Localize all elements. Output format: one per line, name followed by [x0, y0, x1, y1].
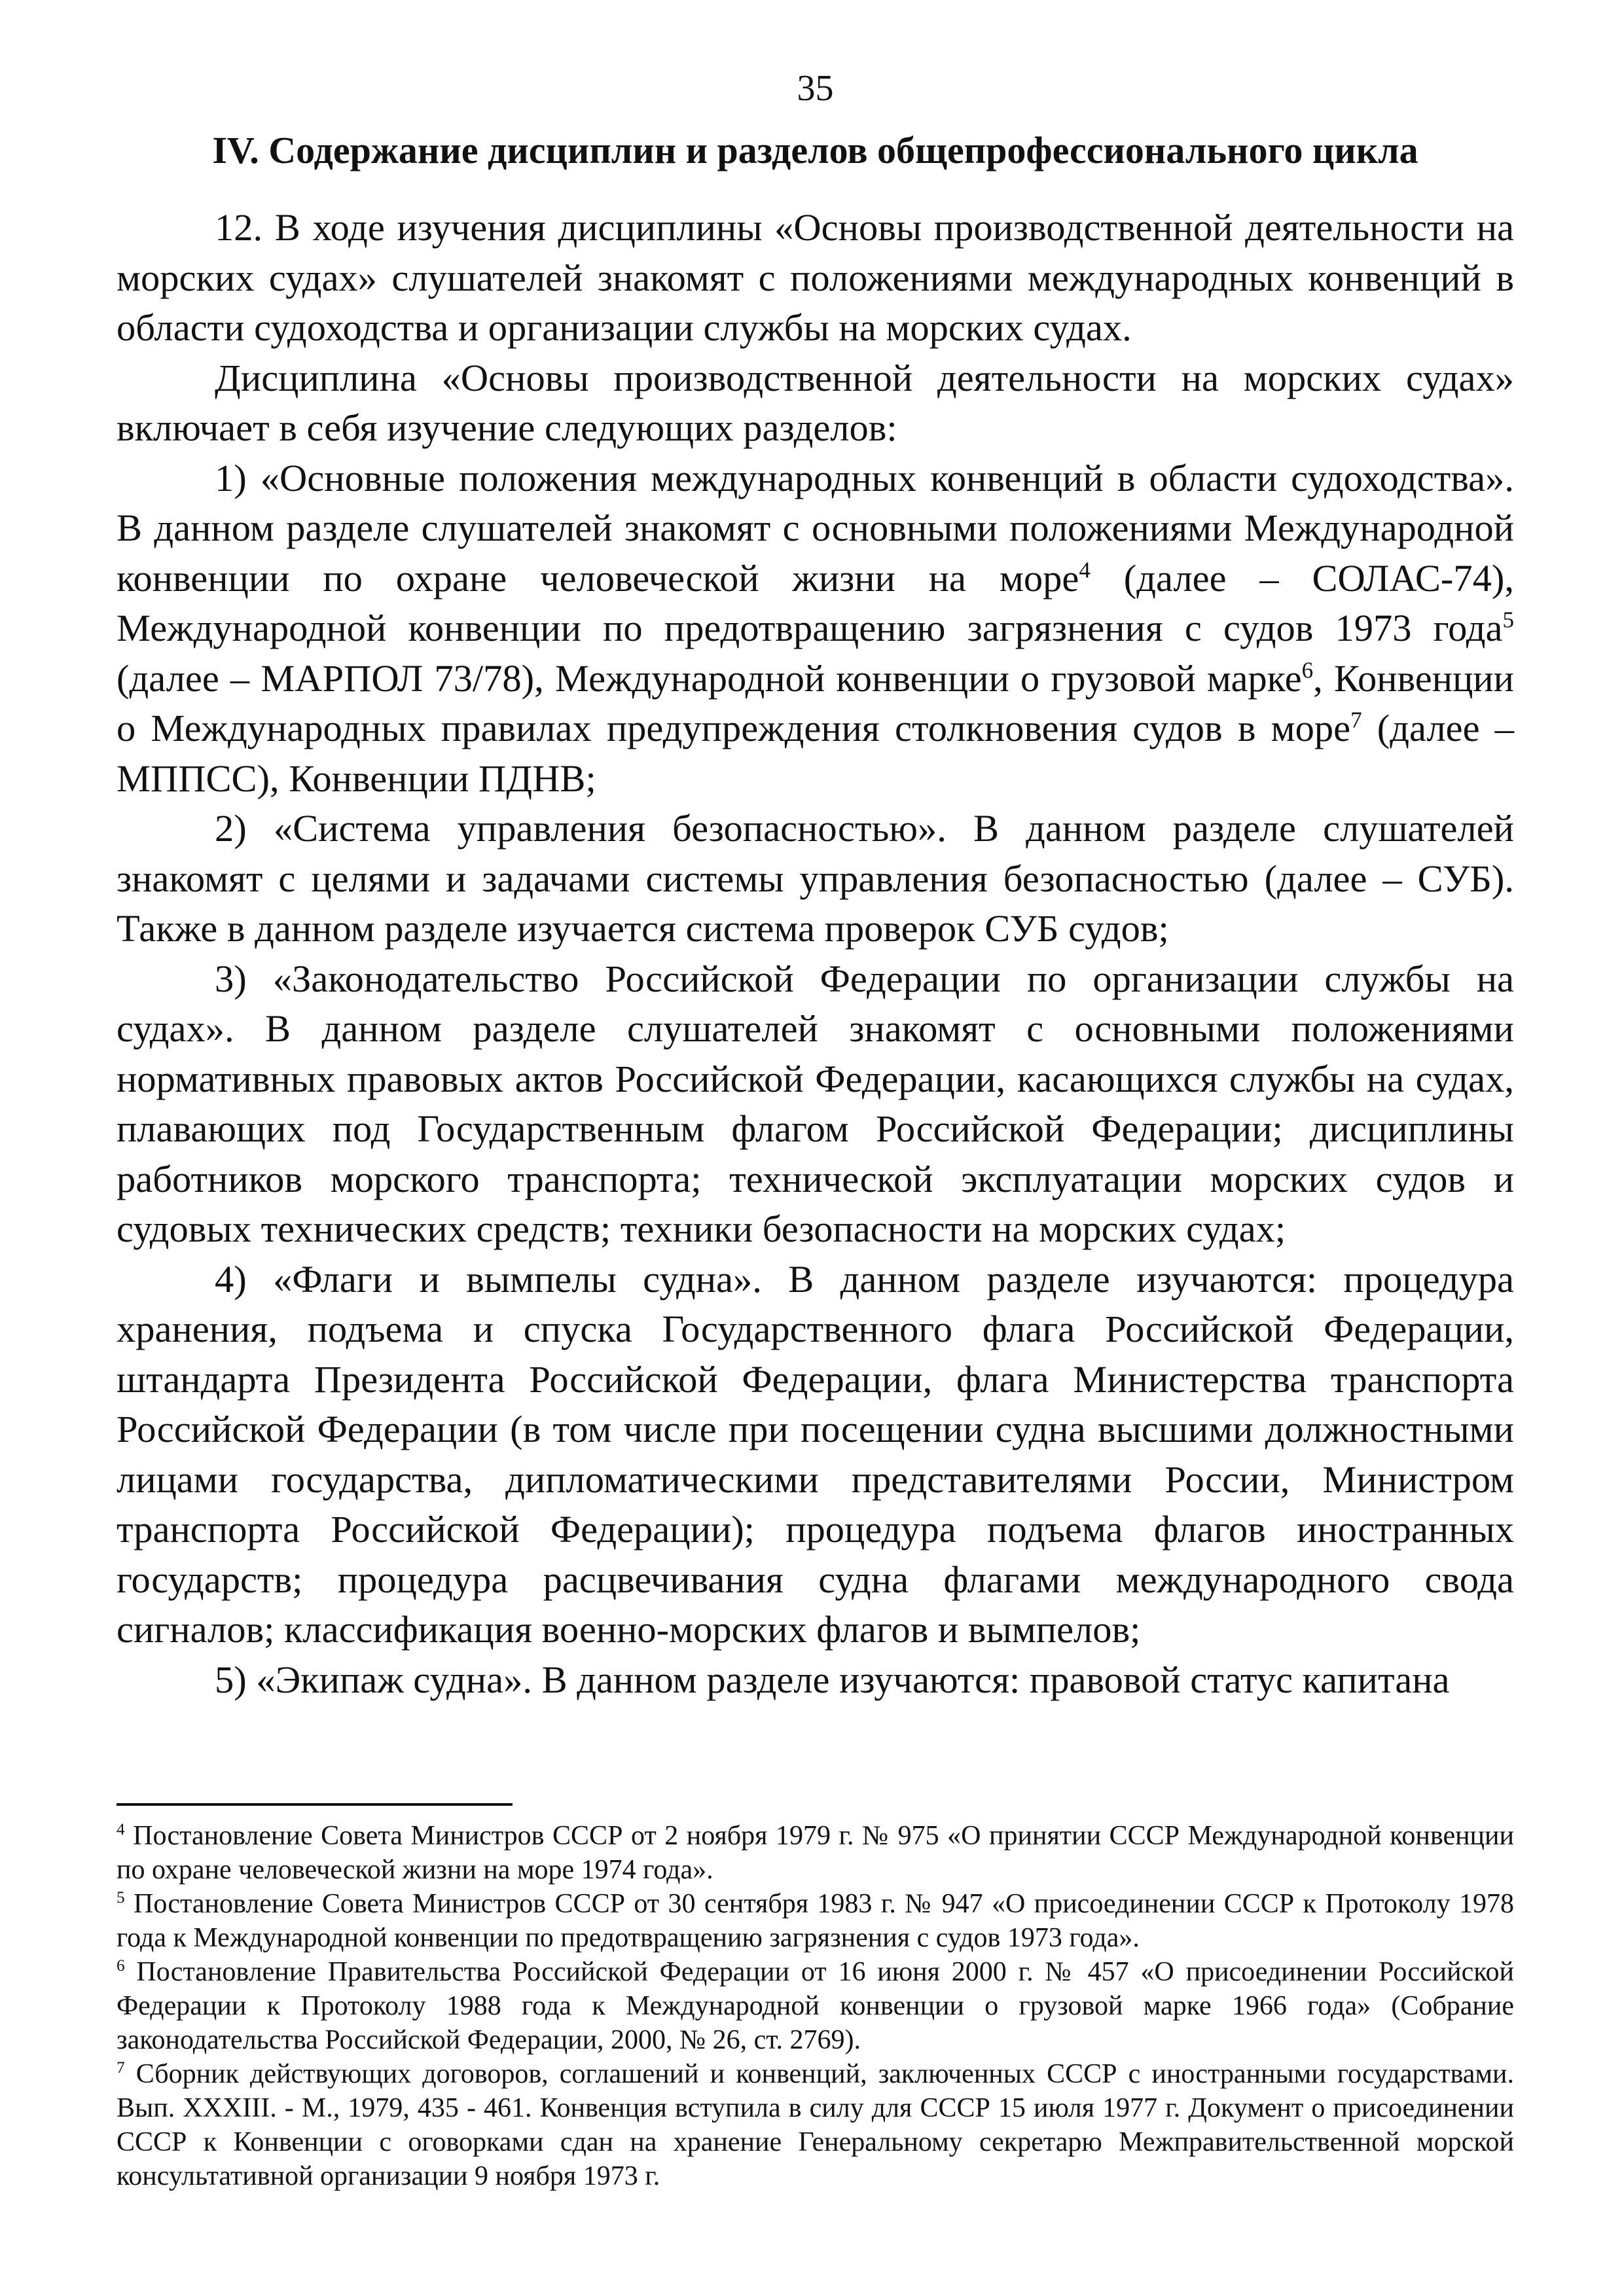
- footnote-text: Постановление Правительства Российской Федерации от 16 июня 2000 г. № 457 «О присоединении Российской Федерации к Протоколу 1988 года к Международной конвенции о грузовой марке 1966 года» (Собрание законодательства Российской Федерации, 2000, № 26, ст. 2769).: [117, 1957, 1514, 2055]
- footnote-ref-5[interactable]: 5: [1502, 607, 1514, 633]
- footnote-text: Сборник действующих договоров, соглашений и конвенций, заключенных СССР с иностранными государствами. Вып. XXXIII. - М., 1979, 435 - 461. Конвенция вступила в силу для СССР 15 июля 1977 г. Документ о присоединении СССР к Конвенции с оговорками сдан на хранение Генеральному секретарю Межправительственной морской консультативной организации 9 ноября 1973 г.: [117, 2059, 1514, 2191]
- footnote-7: [117, 2057, 1514, 2193]
- paragraph-text: , Конвенции о Международных правилах предупреждения столкновения судов в море: [117, 656, 1514, 749]
- section-title: IV. Содержание дисциплин и разделов общепрофессионального цикла: [212, 129, 1418, 171]
- paragraph-12: 12. В ходе изучения дисциплины «Основы производственной деятельности на морских судах» слушателей знакомят с положениями международных конвенций в области судоходства и организации службы на морских судах.: [117, 206, 1514, 349]
- paragraph-section-3: 3) «Законодательство Российской Федерации по организации службы на судах». В данном разделе слушателей знакомят с основными положениями нормативных правовых актов Российской Федерации, касающихся службы на судах, плавающих под Государственным флагом Российской Федерации; дисциплины работников морского транспорта; технической эксплуатации морских судов и судовых технических средств; техники безопасности на морских судах;: [117, 957, 1514, 1250]
- footnote-text: Постановление Совета Министров СССР от 2 ноября 1979 г. № 975 «О принятии СССР Международной конвенции по охране человеческой жизни на море 1974 года».: [117, 1821, 1514, 1885]
- footnote-text: Постановление Совета Министров СССР от 30 сентября 1983 г. № 947 «О присоединении СССР к Протоколу 1978 года к Международной конвенции по предотвращению загрязнения с судов 1973 года».: [117, 1889, 1514, 1953]
- footnote-ref-7[interactable]: 7: [1350, 707, 1362, 733]
- footnote-6: [117, 1955, 1514, 2057]
- page-number: 35: [797, 68, 834, 109]
- paragraph-section-4: 4) «Флаги и вымпелы судна». В данном разделе изучаются: процедура хранения, подъема и спуска Государственного флага Российской Федерации, штандарта Президента Российской Федерации, флага Министерства транспорта Российской Федерации (в том числе при посещении судна высшими должностными лицами государства, дипломатическими представителями России, Министром транспорта Российской Федерации); процедура подъема флагов иностранных государств; процедура расцвечивания судна флагами международного свода сигналов; классификация военно-морских флагов и вымпелов;: [117, 1257, 1514, 1651]
- footnote-4: [117, 1819, 1514, 1887]
- paragraph-text: (далее – МППСС), Конвенции ПДНВ;: [117, 707, 1515, 800]
- paragraph-discipline-intro: Дисциплина «Основы производственной деятельности на морских судах» включает в себя изучение следующих разделов:: [117, 356, 1514, 449]
- footnote-number: 6: [117, 1957, 125, 1975]
- footnote-5: [117, 1887, 1514, 1955]
- footnote-ref-4[interactable]: 4: [1079, 557, 1091, 583]
- footnote-ref-6[interactable]: 6: [1301, 657, 1314, 683]
- paragraph-section-2: 2) «Система управления безопасностью». В данном разделе слушателей знакомят с целями и задачами системы управления безопасностью (далее – СУБ). Также в данном разделе изучается система проверок СУБ судов;: [117, 807, 1514, 950]
- footnote-divider: [117, 1803, 513, 1806]
- paragraph-section-5: 5) «Экипаж судна». В данном разделе изучаются: правовой статус капитана: [215, 1658, 1450, 1701]
- body-text: [117, 203, 1514, 1705]
- paragraph-text: 1) «Основные положения международных конвенций в области судоходства». В данном разделе слушателей знакомят с основными положениями Международной конвенции по охране человеческой жизни на море: [117, 456, 1514, 600]
- paragraph-section-1: [117, 454, 1514, 804]
- paragraph-text: (далее – СОЛАС-74), Международной конвенции по предотвращению загрязнения с судов 1973 года: [117, 556, 1514, 649]
- footnote-number: 7: [117, 2059, 125, 2077]
- document-page: [117, 65, 1514, 2193]
- paragraph-text: (далее – МАРПОЛ 73/78), Международной конвенции о грузовой марке: [117, 656, 1302, 700]
- footnote-number: 4: [117, 1821, 125, 1839]
- footnotes: [117, 1819, 1514, 2193]
- footnote-number: 5: [117, 1889, 125, 1907]
